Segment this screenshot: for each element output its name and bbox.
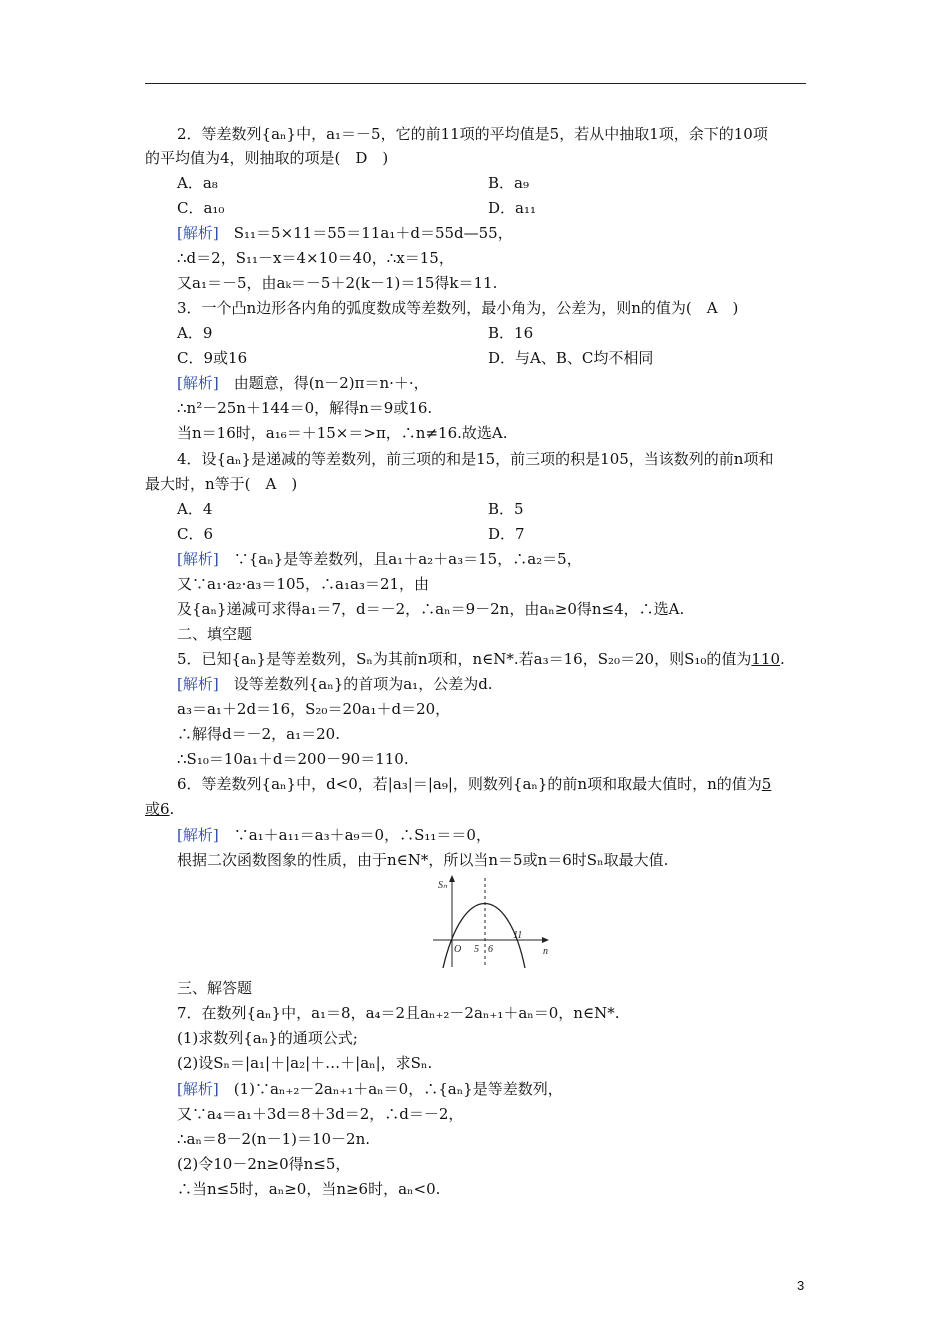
- q4-line-2: 最大时，n等于( A ): [145, 475, 298, 493]
- q3-option-d: D．与A、B、C均不相同: [488, 349, 654, 367]
- q5-stem: 5．已知{aₙ}是等差数列，Sₙ为其前n项和，n∈N*.若a₃＝16，S₂₀＝20，则S₁₀的值为110.: [177, 650, 785, 668]
- q6-line-1: 6．等差数列{aₙ}中，d<0，若|a₃|＝|a₉|，则数列{aₙ}的前n项和取最大值时，n的值为5: [177, 775, 772, 793]
- q3-analysis-2: ∴n²－25n＋144＝0，解得n＝9或16.: [177, 399, 433, 417]
- q2-analysis-1: [解析] S₁₁＝5×11＝55＝11a₁＋d＝55d—55，: [177, 224, 513, 242]
- q4-analysis-3: 及{aₙ}递减可求得a₁＝7，d＝－2，∴aₙ＝9－2n，由aₙ≥0得n≤4，∴选A.: [177, 600, 685, 618]
- q5-answer: 110: [751, 650, 781, 668]
- q2-line-1: 2．等差数列{aₙ}中，a₁＝－5，它的前11项的平均值是5，若从中抽取1项，余下的10项: [177, 125, 768, 143]
- q3-option-c: C．9或16: [177, 349, 248, 367]
- q2-option-d: D．a₁₁: [488, 199, 536, 217]
- tick-label-5: 5: [474, 944, 479, 955]
- q7-analysis-1: [解析] (1)∵aₙ₊₂－2aₙ₊₁＋aₙ＝0，∴{aₙ}是等差数列，: [177, 1080, 563, 1098]
- analysis-tag: [解析]: [177, 374, 219, 392]
- q3-analysis-3: 当n＝16时，a₁₆＝＋15×＝>π，∴n≠16.故选A.: [177, 424, 508, 442]
- parabola-graph: [425, 872, 555, 970]
- analysis-tag: [解析]: [177, 1080, 219, 1098]
- q5-analysis-2: a₃＝a₁＋2d＝16，S₂₀＝20a₁＋d＝20，: [177, 700, 451, 718]
- y-axis-label: Sₙ: [438, 880, 447, 891]
- q4-analysis-2: 又∵a₁·a₂·a₃＝105，∴a₁a₃＝21，由: [177, 575, 430, 593]
- q6-answer-part-1: 5: [761, 775, 772, 793]
- section-answer: 三、解答题: [177, 979, 253, 997]
- q7-analysis-4: (2)令10－2n≥0得n≤5，: [177, 1155, 351, 1173]
- analysis-tag: [解析]: [177, 675, 219, 693]
- analysis-tag: [解析]: [177, 826, 219, 844]
- q7-part-2: (2)设Sₙ＝|a₁|＋|a₂|＋…＋|aₙ|，求Sₙ.: [177, 1054, 433, 1072]
- q7-analysis-3: ∴aₙ＝8－2(n－1)＝10－2n.: [177, 1130, 371, 1148]
- header-rule: [145, 83, 806, 84]
- q2-option-a: A．a₈: [177, 174, 218, 192]
- q6-analysis-2: 根据二次函数图象的性质，由于n∈N*，所以当n＝5或n＝6时Sₙ取最大值.: [177, 851, 669, 869]
- q5-analysis-3: ∴解得d＝－2，a₁＝20.: [177, 725, 340, 743]
- q6-line-2: 或6.: [145, 800, 175, 818]
- q4-option-d: D．7: [488, 525, 525, 543]
- q6-analysis-1: [解析] ∵a₁＋a₁₁＝a₃＋a₉＝0，∴S₁₁＝＝0，: [177, 826, 491, 844]
- q3-analysis-1: [解析] 由题意，得(n－2)π＝n·＋·，: [177, 374, 429, 392]
- analysis-tag: [解析]: [177, 550, 219, 568]
- q3-option-b: B．16: [488, 324, 534, 342]
- q4-option-c: C．6: [177, 525, 214, 543]
- tick-label-11: 11: [513, 930, 523, 941]
- q2-option-b: B．a₉: [488, 174, 529, 192]
- analysis-tag: [解析]: [177, 224, 219, 242]
- section-fill-in: 二、填空题: [177, 625, 253, 643]
- q7-analysis-2: 又∵a₄＝a₁＋3d＝8＋3d＝2，∴d＝－2，: [177, 1105, 464, 1123]
- origin-label: O: [454, 944, 462, 955]
- q3-stem: 3．一个凸n边形各内角的弧度数成等差数列，最小角为，公差为，则n的值为( A ): [177, 299, 739, 317]
- q2-option-c: C．a₁₀: [177, 199, 225, 217]
- x-axis-label: n: [543, 946, 548, 957]
- q2-analysis-2: ∴d＝2，S₁₁－x＝4×10＝40，∴x＝15，: [177, 249, 454, 267]
- q4-analysis-1: [解析] ∵{aₙ}是等差数列，且a₁＋a₂＋a₃＝15，∴a₂＝5，: [177, 550, 582, 568]
- q6-answer-part-2: 或6: [145, 800, 170, 818]
- tick-label-6: 6: [488, 944, 493, 955]
- q5-analysis-1: [解析] 设等差数列{aₙ}的首项为a₁，公差为d.: [177, 675, 493, 693]
- q4-option-a: A．4: [177, 500, 213, 518]
- q3-option-a: A．9: [177, 324, 213, 342]
- page-number: 3: [797, 1278, 805, 1293]
- q2-line-2: 的平均值为4，则抽取的项是( D ): [145, 149, 389, 167]
- q7-analysis-5: ∴当n≤5时，aₙ≥0，当n≥6时，aₙ<0.: [177, 1180, 441, 1198]
- q4-line-1: 4．设{aₙ}是递减的等差数列，前三项的和是15，前三项的积是105，当该数列的前n项和: [177, 450, 774, 468]
- q2-analysis-3: 又a₁＝－5，由aₖ＝－5＋2(k－1)＝15得k＝11.: [177, 274, 498, 292]
- q7-stem: 7．在数列{aₙ}中，a₁＝8，a₄＝2且aₙ₊₂－2aₙ₊₁＋aₙ＝0，n∈N*.: [177, 1004, 620, 1022]
- q7-part-1: (1)求数列{aₙ}的通项公式;: [177, 1029, 358, 1047]
- q4-option-b: B．5: [488, 500, 524, 518]
- q5-analysis-4: ∴S₁₀＝10a₁＋d＝200－90＝110.: [177, 750, 409, 768]
